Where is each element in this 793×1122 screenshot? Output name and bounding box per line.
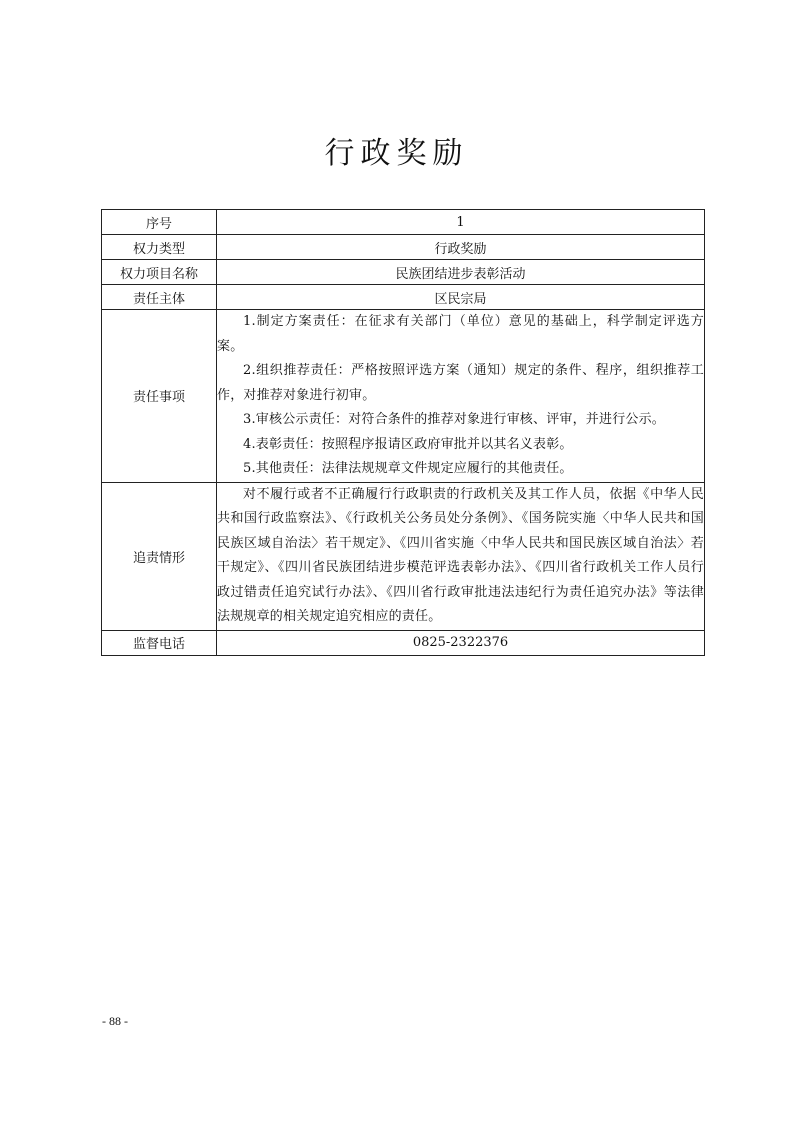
accountability-content [217, 482, 705, 630]
table-row [102, 482, 705, 630]
table-row [102, 285, 705, 310]
duty-item: 4.表彰责任：按照程序报请区政府审批并以其名义表彰。 [243, 436, 573, 452]
duty-item: 5.其他责任：法律法规规章文件规定应履行的其他责任。 [243, 461, 573, 476]
table-row [102, 630, 705, 655]
subject-value: 区民宗局 [217, 285, 705, 310]
table-row [102, 235, 705, 260]
accountability-label: 追责情形 [102, 482, 217, 630]
power-type-value: 行政奖励 [217, 235, 705, 260]
duty-item: 1.制定方案责任：在征求有关部门（单位）意见的基础上，科学制定评选方案。 [217, 314, 704, 354]
power-type-label: 权力类型 [102, 235, 217, 260]
duties-content [217, 310, 705, 483]
duty-item: 2.组织推荐责任：严格按照评选方案（通知）规定的条件、程序，组织推荐工作，对推荐对象进行初审。 [217, 363, 704, 403]
table-row [102, 210, 705, 235]
info-table [101, 209, 705, 656]
serial-value: 1 [217, 210, 705, 235]
accountability-text: 对不履行或者不正确履行行政职责的行政机关及其工作人员，依据《中华人民共和国行政监察法》、《行政机关公务员处分条例》、《国务院实施〈中华人民共和国民族区域自治法〉若干规定》、《四川省实施〈中华人民共和国民族区域自治法〉若干规定》、《四川省民族团结进步模范评选表彰办法》、《四川省行政机关工作人员行政过错责任追究试行办法》、《四川省行政审批违法违纪行为责任追究办法》等法律法规规章的相关规定追究相应的责任。 [217, 486, 704, 624]
subject-label: 责任主体 [102, 285, 217, 310]
duties-label: 责任事项 [102, 310, 217, 483]
table-row [102, 310, 705, 483]
page-number: - 88 - [102, 1014, 128, 1028]
phone-value: 0825-2322376 [217, 630, 705, 655]
table-row [102, 260, 705, 285]
page-title: 行政奖励 [324, 136, 469, 171]
duty-item: 3.审核公示责任：对符合条件的推荐对象进行审核、评审，并进行公示。 [243, 412, 666, 427]
item-name-value: 民族团结进步表彰活动 [217, 260, 705, 285]
item-name-label: 权力项目名称 [102, 260, 217, 285]
serial-label: 序号 [102, 210, 217, 235]
phone-label: 监督电话 [102, 630, 217, 655]
